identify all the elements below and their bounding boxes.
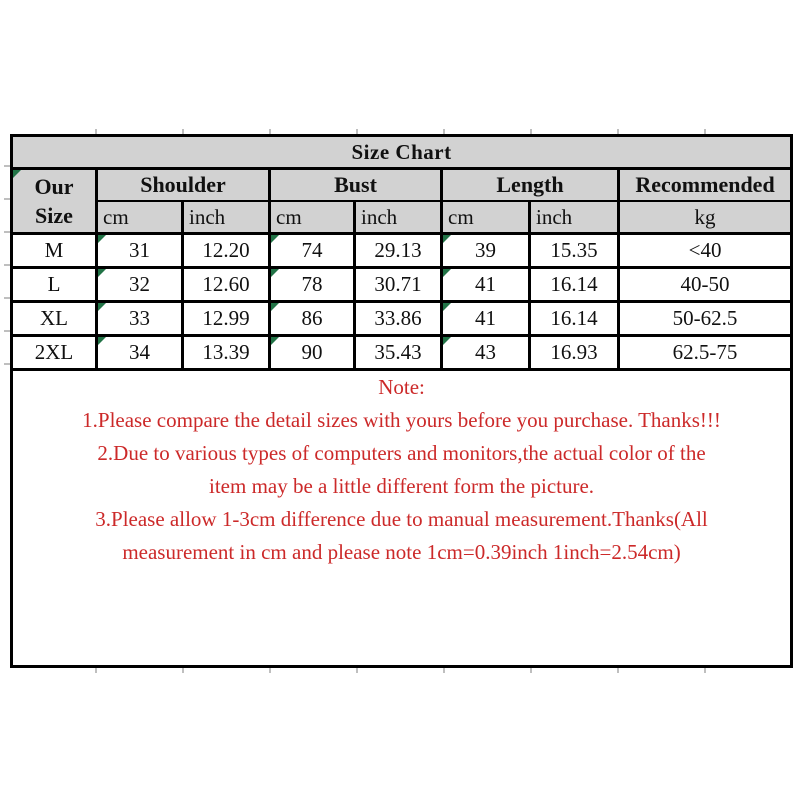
header-bust: Bust	[270, 169, 442, 202]
length-inch-cell: 16.14	[530, 302, 619, 336]
note-line: measurement in cm and please note 1cm=0.39inch 1inch=2.54cm)	[122, 540, 681, 564]
header-shoulder: Shoulder	[97, 169, 270, 202]
note-line: 2.Due to various types of computers and monitors,the actual color of the	[97, 441, 706, 465]
header-length-cm: cm	[442, 201, 530, 234]
recommended-kg-cell: <40	[619, 234, 792, 268]
recommended-kg-cell: 62.5-75	[619, 336, 792, 370]
bust-cm-cell: 86	[270, 302, 355, 336]
header-bust-cm: cm	[270, 201, 355, 234]
bust-cm-cell: 74	[270, 234, 355, 268]
size-cell: XL	[12, 302, 97, 336]
shoulder-cm-cell: 32	[97, 268, 183, 302]
bust-inch-cell: 29.13	[355, 234, 442, 268]
header-length-inch: inch	[530, 201, 619, 234]
header-bust-inch: inch	[355, 201, 442, 234]
header-sub-row	[12, 201, 792, 234]
header-recommended: Recommended	[619, 169, 792, 202]
note-line: item may be a little different form the picture.	[209, 474, 595, 498]
size-cell: M	[12, 234, 97, 268]
length-cm-cell: 43	[442, 336, 530, 370]
bust-inch-cell: 30.71	[355, 268, 442, 302]
note-section	[12, 370, 792, 667]
header-shoulder-inch: inch	[183, 201, 270, 234]
note-line: 3.Please allow 1-3cm difference due to manual measurement.Thanks(All	[95, 507, 708, 531]
header-group-row	[12, 169, 792, 202]
header-length: Length	[442, 169, 619, 202]
shoulder-cm-cell: 34	[97, 336, 183, 370]
bust-cm-cell: 90	[270, 336, 355, 370]
shoulder-cm-cell: 31	[97, 234, 183, 268]
table-title: Size Chart	[12, 136, 792, 169]
size-chart-table	[10, 134, 793, 668]
note-heading: Note:	[378, 375, 425, 399]
size-cell: L	[12, 268, 97, 302]
length-inch-cell: 15.35	[530, 234, 619, 268]
recommended-kg-cell: 40-50	[619, 268, 792, 302]
gridline-stubs-bottom	[10, 668, 790, 673]
shoulder-inch-cell: 12.60	[183, 268, 270, 302]
recommended-kg-cell: 50-62.5	[619, 302, 792, 336]
size-row-l	[12, 268, 792, 302]
header-our-size	[12, 169, 97, 234]
note-row	[12, 370, 792, 667]
bust-inch-cell: 33.86	[355, 302, 442, 336]
length-cm-cell: 41	[442, 302, 530, 336]
header-our-size-line2: Size	[35, 203, 73, 228]
shoulder-cm-cell: 33	[97, 302, 183, 336]
bust-inch-cell: 35.43	[355, 336, 442, 370]
title-row	[12, 136, 792, 169]
length-cm-cell: 39	[442, 234, 530, 268]
note-line: 1.Please compare the detail sizes with yours before you purchase. Thanks!!!	[82, 408, 721, 432]
bust-cm-cell: 78	[270, 268, 355, 302]
size-row-m	[12, 234, 792, 268]
header-shoulder-cm: cm	[97, 201, 183, 234]
shoulder-inch-cell: 13.39	[183, 336, 270, 370]
size-cell: 2XL	[12, 336, 97, 370]
header-our-size-line1: Our	[34, 174, 74, 199]
length-inch-cell: 16.14	[530, 268, 619, 302]
header-kg: kg	[619, 201, 792, 234]
length-cm-cell: 41	[442, 268, 530, 302]
size-row-xl	[12, 302, 792, 336]
length-inch-cell: 16.93	[530, 336, 619, 370]
shoulder-inch-cell: 12.20	[183, 234, 270, 268]
shoulder-inch-cell: 12.99	[183, 302, 270, 336]
size-row-2xl	[12, 336, 792, 370]
